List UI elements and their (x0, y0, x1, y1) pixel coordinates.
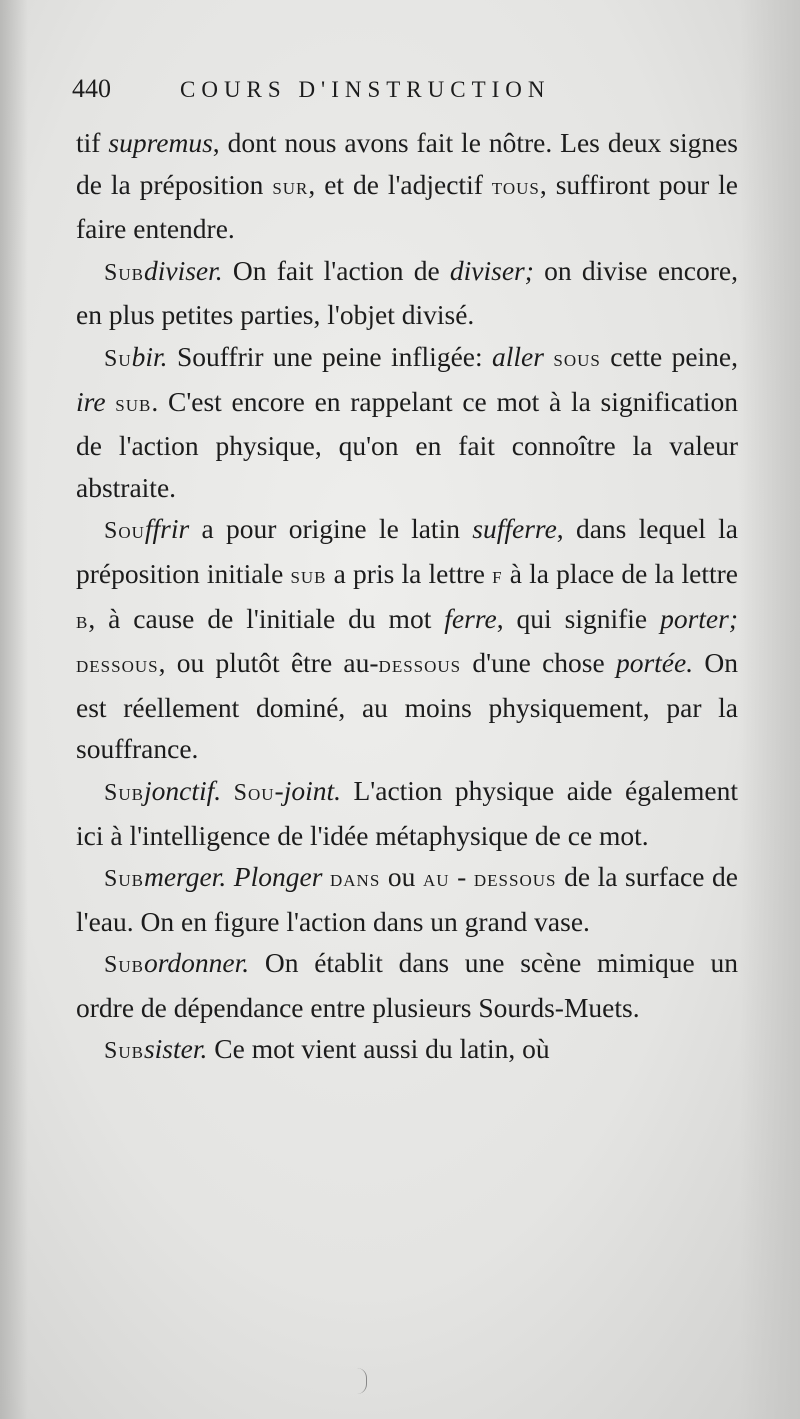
text-run: cette peine, (600, 340, 738, 372)
text-run: , et de l'adjectif (308, 168, 492, 200)
italic-text: sister. (143, 1033, 208, 1065)
small-caps-text: sub (290, 562, 327, 589)
small-caps-text: dessous (473, 866, 557, 893)
small-caps-text: Sub (104, 259, 144, 286)
text-run: L'action physique aide également ici à l'intelligence de l'idée métaphysique de ce mot. (76, 774, 739, 851)
italic-text: ffrir (144, 513, 190, 545)
text-run: , dans lequel la préposition initiale (76, 513, 738, 589)
italic-text: Plonger (233, 861, 323, 893)
paragraph (76, 508, 738, 770)
text-run: Souffrir une peine infligée: (167, 340, 493, 372)
text-run: a pris la lettre (326, 557, 493, 589)
italic-text: diviser. (143, 254, 223, 286)
small-caps-text: Sub (104, 779, 144, 806)
page-header (72, 74, 732, 118)
italic-text: ordonner. (143, 947, 250, 979)
page-gutter-shadow (0, 0, 28, 1419)
italic-text: supremus (108, 127, 213, 158)
small-caps-text: sous (553, 345, 601, 372)
text-run: , qui signifie (496, 602, 661, 634)
small-caps-text: au (422, 866, 450, 893)
body-text (76, 122, 738, 1073)
small-caps-text: Sou (233, 779, 275, 806)
text-run: d'une chose (461, 647, 616, 679)
italic-text: ferre (444, 602, 497, 634)
text-run: On est réellement dominé, au moins physiquement, par la souffrance. (76, 647, 738, 765)
text-run: , dont nous avons fait le nôtre. Les deux signes de la préposition (76, 127, 738, 200)
page-number: 440 (72, 74, 111, 103)
italic-text: portée. (615, 647, 694, 679)
small-caps-text: Sou (104, 518, 145, 545)
italic-text: diviser; (449, 254, 534, 286)
italic-text: aller (492, 340, 544, 372)
small-caps-text: dessous (378, 652, 462, 679)
text-run: - (274, 774, 284, 806)
paragraph (76, 856, 738, 942)
small-caps-text: Su (104, 345, 132, 372)
text-run: tif (76, 127, 109, 158)
small-caps-text: f (492, 562, 503, 589)
small-caps-text: Sub (104, 866, 144, 893)
italic-text: merger. (143, 861, 227, 893)
italic-text: porter; (660, 602, 738, 634)
text-run: ou (380, 861, 423, 893)
text-run: on divise encore, en plus petites parties, l'objet divisé. (76, 254, 739, 331)
italic-text: joint. (283, 774, 341, 806)
text-run: , ou plutôt être au- (158, 647, 379, 679)
small-caps-text: b (76, 607, 89, 634)
text-run: - (449, 861, 474, 893)
text-run (226, 861, 234, 892)
text-run (106, 386, 116, 417)
text-run (322, 861, 330, 892)
running-head: COURS D'INSTRUCTION (180, 77, 551, 102)
italic-text: jonctif. (143, 774, 222, 806)
paragraph (76, 1028, 738, 1073)
small-caps-text: dans (330, 866, 381, 893)
italic-text: ire (76, 385, 106, 417)
ink-mark (356, 1368, 367, 1394)
text-run: , à cause de l'initiale du mot (88, 602, 445, 634)
paragraph (76, 942, 738, 1028)
italic-text: bir. (131, 340, 168, 372)
small-caps-text: sur (272, 173, 309, 200)
italic-text: sufferre (472, 513, 557, 545)
paragraph (76, 122, 738, 250)
paragraph (76, 770, 738, 856)
text-run: de la surface de l'eau. On en figure l'action dans un grand vase. (76, 861, 738, 937)
text-run: . C'est encore en rappelant ce mot à la signification de l'action physique, qu'on en fait connoître la valeur abstraite. (76, 385, 738, 503)
small-caps-text: sub (115, 390, 152, 417)
page-edge-shadow (740, 0, 800, 1419)
paragraph (76, 250, 738, 336)
text-run: Ce mot vient aussi du latin, où (207, 1033, 550, 1065)
text-run: , suffiront pour le faire entendre. (76, 168, 738, 245)
small-caps-text: Sub (104, 952, 144, 979)
text-run: On fait l'action de (222, 254, 450, 286)
paragraph (76, 336, 738, 508)
small-caps-text: Sub (104, 1038, 144, 1065)
text-run: à la place de la lettre (502, 557, 738, 589)
text-run: On établit dans une scène mimique un ordre de dépendance entre plusieurs Sourds-Muets. (76, 947, 738, 1023)
small-caps-text: dessous (76, 652, 159, 679)
small-caps-text: tous (491, 173, 540, 200)
text-run (544, 341, 553, 372)
text-run: a pour origine le latin (189, 513, 473, 545)
text-run (221, 775, 234, 806)
